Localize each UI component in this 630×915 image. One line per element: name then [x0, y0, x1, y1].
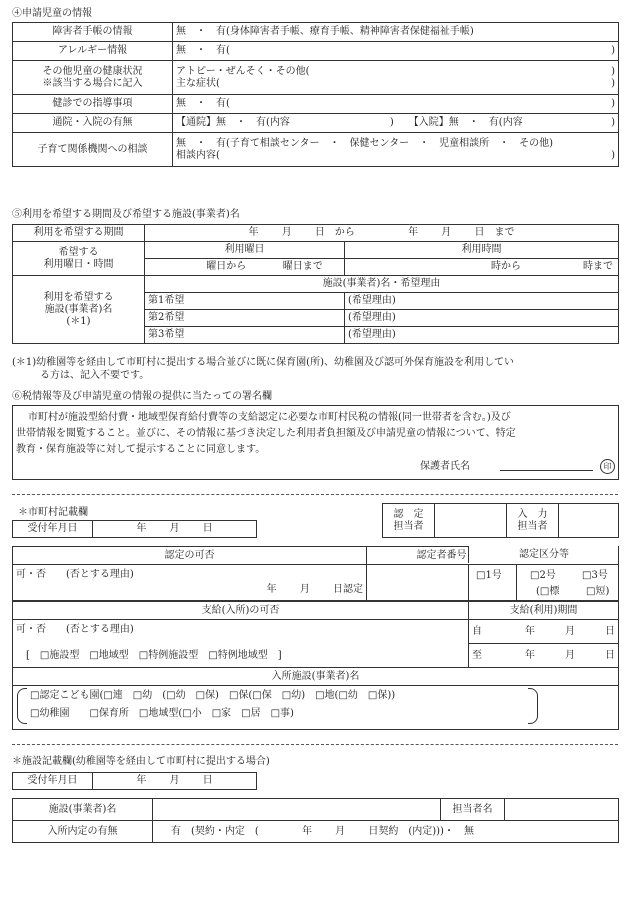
period-value[interactable]: 年 月 日 から 年 月 日 まで: [145, 225, 619, 242]
approval-value[interactable]: [13, 565, 367, 601]
time-from: 時から: [491, 261, 521, 272]
note-2: る方は、記入不要です。: [40, 370, 150, 381]
class-col-line: [468, 564, 469, 600]
cert-staff-line2: 担当者: [393, 520, 424, 532]
time-value[interactable]: [345, 259, 619, 276]
health-other-text: アトピー・ぜんそく・その他(: [176, 65, 310, 77]
days-header: 利用曜日: [145, 242, 345, 259]
city-received-label: 受付年月日: [13, 521, 93, 538]
consult-content: 相談内容(: [176, 149, 220, 161]
choice-2-name[interactable]: 第2希望: [145, 310, 345, 327]
cert-staff-value[interactable]: [435, 504, 507, 538]
divider-2: [12, 744, 618, 745]
choice-2-reason[interactable]: (希望理由): [345, 310, 619, 327]
class-header-overlay: 認定区分等: [468, 546, 619, 563]
disability-label: 障害者手帳の情報: [13, 23, 173, 42]
approval-date: 年 月 日認定: [266, 584, 363, 595]
days-from: 曜日から: [206, 261, 247, 272]
days-label: [13, 242, 145, 276]
section-5-heading: ⑤利用を希望する期間及び希望する施設(事業者)名: [12, 209, 240, 220]
payment-types[interactable]: [ □施設型 □地域型 □特例施設型 □特例地域型 ]: [26, 650, 282, 661]
facility-label-line1: 利用を希望する: [43, 291, 114, 303]
facility-received-label: 受付年月日: [13, 773, 93, 790]
facility-header: 施設(事業者)名・希望理由: [145, 276, 619, 293]
admission-value[interactable]: 有 (契約・内定 ( 年 月 日契約 (内定)))・ 無: [153, 821, 619, 843]
approval-reason-text: 可・否 (否とする理由): [16, 569, 134, 580]
choice-3-name[interactable]: 第3希望: [145, 327, 345, 344]
period-from[interactable]: [469, 620, 619, 644]
choice-1-reason[interactable]: (希望理由): [345, 293, 619, 310]
days-label-line1: 希望する: [58, 246, 99, 258]
hospital-label: 通院・入院の有無: [13, 114, 173, 133]
from-ymd: 年 月 日: [525, 625, 615, 637]
cert-number-header: 認定者番号: [367, 547, 517, 565]
days-value[interactable]: [145, 259, 345, 276]
input-staff-value[interactable]: [559, 504, 619, 538]
section-4-heading: ④申請児童の情報: [12, 8, 92, 19]
facility-section-heading: ＊施設記載欄(幼稚園等を経由して市町村に提出する場合): [12, 756, 270, 767]
staff-table: [382, 503, 619, 538]
choice-1-name[interactable]: 第1希望: [145, 293, 345, 310]
from-label: 自: [472, 625, 482, 637]
time-to: 時まで: [583, 261, 613, 272]
consult-close: ): [611, 149, 615, 161]
facility-name-label: 施設(事業者)名: [13, 799, 153, 821]
class-3-checkbox[interactable]: □3号: [582, 570, 608, 581]
facility-name-header: 入所施設(事業者)名: [13, 668, 619, 686]
right-bracket: [528, 688, 538, 724]
to-ymd: 年 月 日: [525, 649, 615, 661]
facility-received-table: [12, 772, 257, 790]
city-received-table: [12, 520, 257, 538]
consent-line-2: 世帯情報を閲覧すること。並びに、その情報に基づき決定した利用者負担額及び申請児童の情報について、特定: [16, 428, 516, 439]
child-info-table: [12, 22, 619, 167]
consent-line-1: 市町村が施設型給付費・地域型保育給付費等の支給認定に必要な市町村民税の情報(同一世帯者を含む。)及び: [28, 412, 511, 423]
payment-reason-text: 可・否 (否とする理由): [16, 624, 134, 635]
allergy-close: ): [611, 45, 615, 56]
facility-type-line-1[interactable]: □認定こども園(□連 □幼 (□幼 □保) □保(□保 □幼) □地(□幼 □保)): [30, 690, 396, 701]
class-2-checkbox[interactable]: □2号: [530, 570, 556, 581]
health-value[interactable]: [173, 61, 619, 95]
cert-staff-line1: 認 定: [393, 508, 424, 520]
checkup-label: 健診での指導事項: [13, 95, 173, 114]
consult-value[interactable]: [173, 133, 619, 167]
facility-received-value[interactable]: 年 月 日: [93, 773, 257, 790]
class-1-checkbox[interactable]: □1号: [476, 570, 502, 581]
allergy-value[interactable]: [173, 42, 619, 61]
guardian-name-line[interactable]: [500, 470, 593, 471]
health-close-2: ): [611, 77, 615, 89]
admission-label: 入所内定の有無: [13, 821, 153, 843]
facility-staff-label: 担当者名: [441, 799, 505, 821]
hospital-value-text: 【通院】無 ・ 有(内容 ) 【入院】無 ・ 有(内容: [176, 117, 523, 128]
divider-1: [12, 494, 618, 495]
health-label-line1: その他児童の健康状況: [42, 65, 143, 77]
input-staff-label: [507, 504, 559, 538]
section-6-heading: ⑥税情報等及び申請児童の情報の提供に当たっての署名欄: [12, 391, 272, 402]
payment-header: 支給(入所)の可否: [13, 602, 469, 620]
input-staff-line1: 入 力: [517, 508, 548, 520]
health-label: [13, 61, 173, 95]
choice-3-reason[interactable]: (希望理由): [345, 327, 619, 344]
period-label: 利用を希望する期間: [13, 225, 145, 242]
facility-staff-value[interactable]: [505, 799, 619, 821]
facility-label: [13, 276, 145, 344]
payment-value[interactable]: [13, 620, 469, 668]
time-header: 利用時間: [345, 242, 619, 259]
seal-mark: 印: [600, 459, 615, 474]
period-to[interactable]: [469, 644, 619, 668]
approval-header: 認定の可否: [13, 547, 367, 565]
city-received-value[interactable]: 年 月 日: [93, 521, 257, 538]
guardian-name-label: 保護者氏名: [420, 461, 470, 472]
disability-value[interactable]: 無 ・ 有(身体障害者手帳、療育手帳、精神障害者保健福祉手帳): [173, 23, 619, 42]
checkup-value-text: 無 ・ 有(: [176, 98, 230, 109]
facility-label-line3: (＊1): [66, 315, 91, 327]
period-header: 支給(利用)期間: [469, 602, 619, 620]
consult-label: 子育て関係機関への相談: [13, 133, 173, 167]
health-symptoms-text: 主な症状(: [176, 77, 220, 89]
city-heading: ＊市町村記載欄: [18, 507, 88, 518]
consent-line-3: 教育・保育施設等に対して提示することに同意します。: [16, 444, 266, 455]
hospital-value[interactable]: [173, 114, 619, 133]
checkup-close: ): [611, 98, 615, 109]
checkup-value[interactable]: [173, 95, 619, 114]
note-1: (＊1)幼稚園等を経由して市町村に提出する場合並びに既に保育園(所)、幼稚園及び認可外保育施設を利用してい: [12, 357, 514, 368]
period-table: [12, 224, 619, 344]
consult-agencies: 無 ・ 有(子育て相談センター ・ 保健センター ・ 児童相談所 ・ その他): [176, 137, 554, 149]
health-close-1: ): [611, 65, 615, 77]
facility-type-line-2[interactable]: □幼稚園 □保育所 □地域型(□小 □家 □居 □事): [30, 708, 294, 719]
health-label-line2: ※該当する場合に記入: [42, 77, 143, 89]
days-to: 曜日まで: [282, 261, 323, 272]
to-label: 至: [472, 649, 482, 661]
cert-staff-label: [383, 504, 435, 538]
left-bracket: [17, 688, 27, 724]
hospital-close: ): [611, 117, 615, 128]
class-short-checkbox[interactable]: □短): [586, 586, 610, 597]
facility-info-table: [12, 798, 619, 843]
allergy-value-text: 無 ・ 有(: [176, 45, 230, 56]
class-std-checkbox[interactable]: (□標: [536, 586, 560, 597]
facility-name-value[interactable]: [153, 799, 441, 821]
allergy-label: アレルギー情報: [13, 42, 173, 61]
days-label-line2: 利用曜日・時間: [43, 258, 114, 270]
facility-label-line2: 施設(事業者)名: [44, 303, 113, 315]
input-staff-line2: 担当者: [517, 520, 548, 532]
